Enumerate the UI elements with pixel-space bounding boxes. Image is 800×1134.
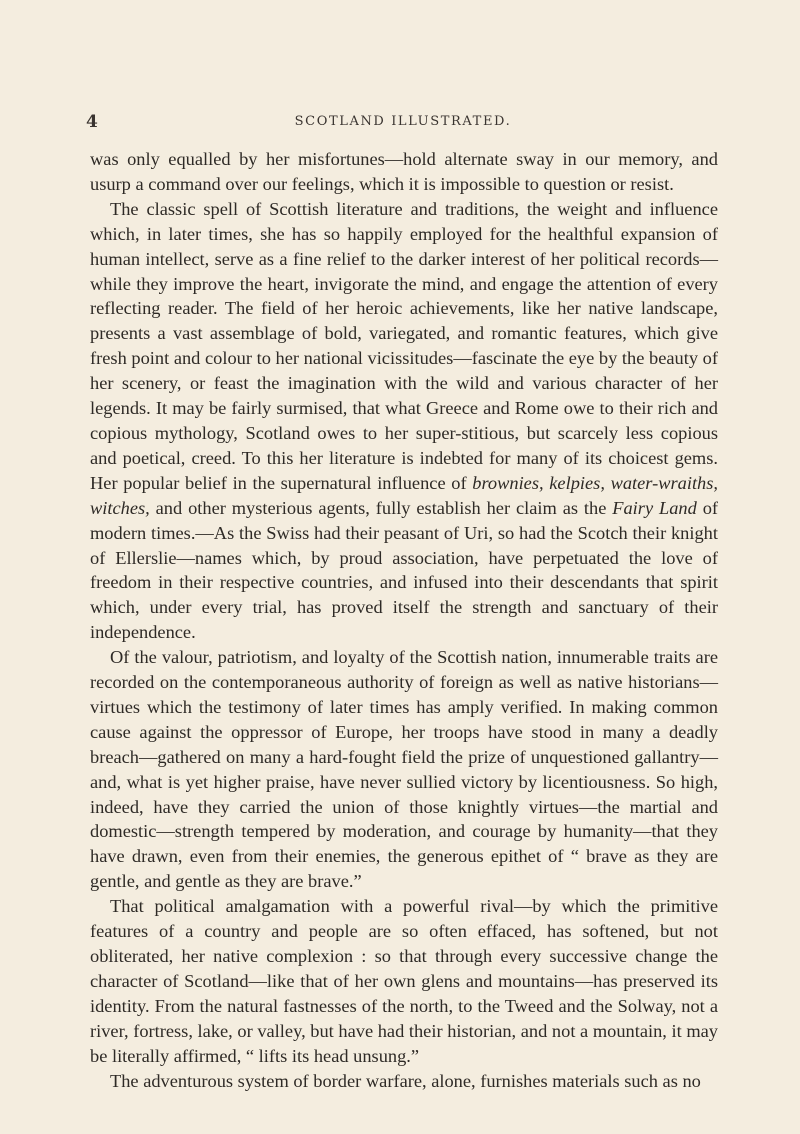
paragraph xyxy=(90,197,718,645)
text-run: The adventurous system of border warfare, alone, furnishes materials such as no xyxy=(110,1070,701,1091)
page-header xyxy=(86,112,720,134)
text-run: and other mysterious agents, fully establish her claim as the xyxy=(149,497,613,518)
text-run: of modern times.—As the Swiss had their peasant of Uri, so had the Scotch their knight of Ellerslie—names which, by proud association, have perpetuated the love of freedom in their respective countries, and infused into their descendants that spirit which, under every trial, has proved itself the strength and sanctuary of their independence. xyxy=(90,497,719,643)
paragraph xyxy=(90,894,718,1068)
paragraph xyxy=(90,1069,718,1094)
paragraph xyxy=(90,147,718,197)
page-number: 4 xyxy=(86,112,98,132)
text-run: Of the valour, patriotism, and loyalty of the Scottish nation, innumerable traits are recorded on the contemporaneous authority of foreign as well as native historians—virtues which the testimony of later times has amply verified. In making common cause against the oppressor of Europe, her troops have stood in many a deadly breach—gathered on many a hard-fought field the prize of unquestioned gallantry—and, what is yet higher praise, have never sullied victory by licentiousness. So high, indeed, have they carried the union of those knightly virtues—the martial and domestic—strength tempered by moderation, and courage by humanity—that they have drawn, even from their enemies, the generous epithet of “ brave as they are gentle, and gentle as they are brave.” xyxy=(90,647,718,892)
text-run: That political amalgamation with a powerful rival—by which the primitive features of a country and people are so often effaced, has softened, but not obliterated, her native complexion : so that through every successive change the character of Scotland—like that of her own glens and mountains—has preserved its identity. From the natural fastnesses of the north, to the Tweed and the Solway, not a river, fortress, lake, or valley, but have had their historian, and not a mountain, it may be literally affirmed, “ lifts its head unsung.” xyxy=(90,896,718,1066)
paragraph xyxy=(90,645,718,894)
text-run: The classic spell of Scottish literature and traditions, the weight and influence which, in later times, she has so happily employed for the healthful expansion of human intellect, serve as a fine relief to the darker interest of her political records—while they improve the heart, invigorate the mind, and engage the attention of every reflecting reader. The field of her heroic achievements, like her native landscape, presents a vast assemblage of bold, variegated, and romantic features, which give fresh point and colour to her national vicissitudes—fascinate the eye by the beauty of her scenery, or feast the imagination with the wild and various character of her legends. It may be fairly surmised, that what Greece and Rome owe to their rich and copious mythology, Scotland owes to her super-stitious, but scarcely less copious and poetical, creed. To this her literature is indebted for many of its choicest gems. Her popular belief in the supernatural influence of xyxy=(90,198,718,493)
text-run: was only equalled by her misfortunes—hold alternate sway in our memory, and usurp a command over our feelings, which it is impossible to question or resist. xyxy=(90,149,718,194)
running-title: SCOTLAND ILLUSTRATED. xyxy=(294,114,512,129)
italic-phrase: Fairy Land xyxy=(612,497,697,518)
body-text xyxy=(90,147,718,1093)
italic-phrase: brownies, kelpies, water-wraiths, witches, xyxy=(90,472,719,518)
